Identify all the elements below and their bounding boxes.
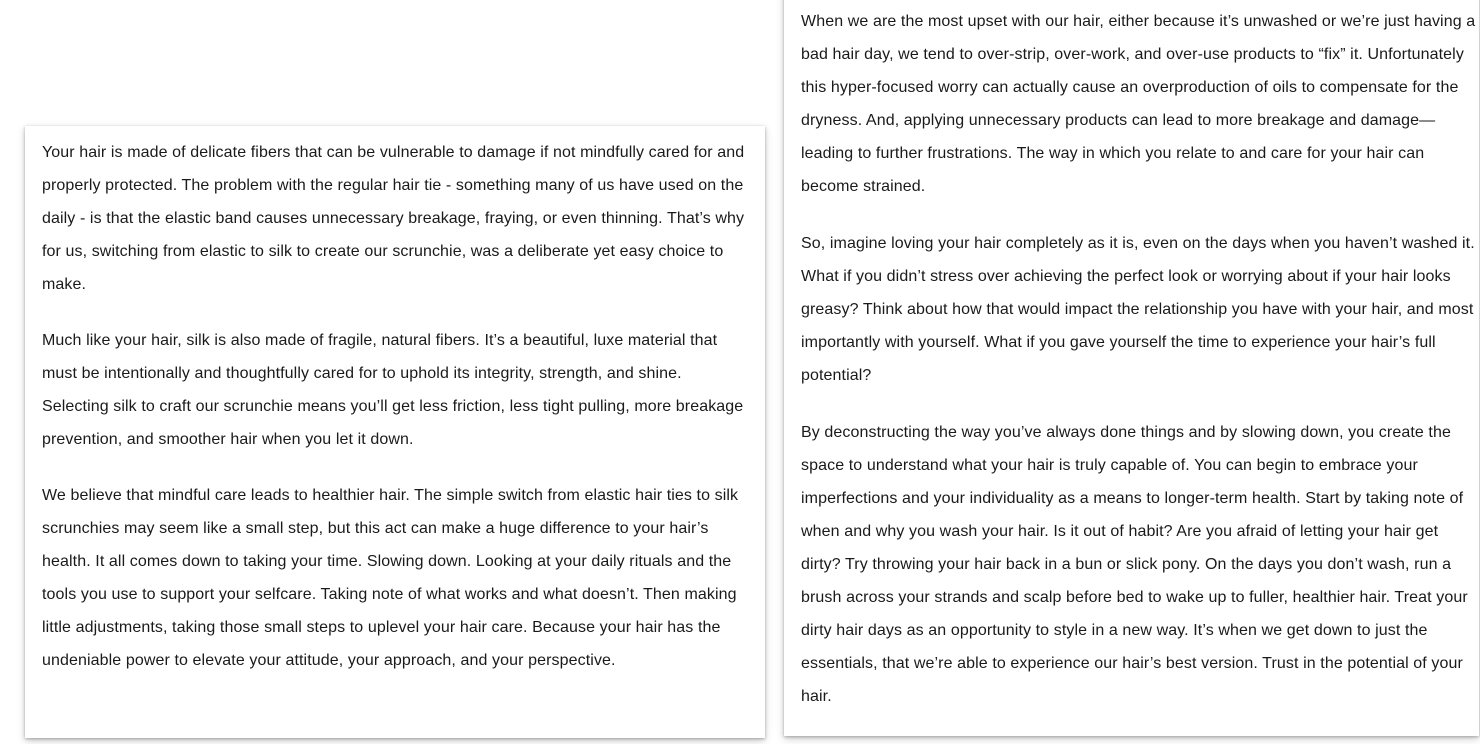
left-paragraph-2: Much like your hair, silk is also made of fragile, natural fibers. It’s a beautiful, luxe material that must be intentionally and thoughtfully cared for to uphold its integrity, strength, and shine. Selecting silk to craft our scrunchie means you’ll get less friction, less tight pulling, more breakage prevention, and smoother hair when you let it down.	[42, 332, 744, 448]
left-text-card	[25, 126, 765, 738]
right-paragraph-3: By deconstructing the way you’ve always done things and by slowing down, you create the space to understand what your hair is truly capable of. You can begin to embrace your imperfections and your individuality as a means to longer-term health. Start by taking note of when and why you wash your hair. Is it out of habit? Are you afraid of letting your hair get dirty? Try throwing your hair back in a bun or slick pony. On the days you don’t wash, run a brush across your strands and scalp before bed to wake up to fuller, healthier hair. Treat your dirty hair days as an opportunity to style in a new way. It’s when we get down to just the essentials, that we’re able to experience our hair’s best version. Trust in the potential of your hair.	[801, 424, 1468, 705]
left-paragraph-1: Your hair is made of delicate fibers that can be vulnerable to damage if not mindfully cared for and properly protected. The problem with the regular hair tie - something many of us have used on the daily - is that the elastic band causes unnecessary breakage, fraying, or even thinning. That’s why for us, switching from elastic to silk to create our scrunchie, was a deliberate yet easy choice to make.	[42, 144, 745, 293]
right-text-card	[784, 0, 1479, 736]
left-paragraph-3: We believe that mindful care leads to healthier hair. The simple switch from elastic hair ties to silk scrunchies may seem like a small step, but this act can make a huge difference to your hair’s health. It all comes down to taking your time. Slowing down. Looking at your daily rituals and the tools you use to support your selfcare. Taking note of what works and what doesn’t. Then making little adjustments, taking those small steps to uplevel your hair care. Because your hair has the undeniable power to elevate your attitude, your approach, and your perspective.	[42, 487, 739, 669]
right-paragraph-2: So, imagine loving your hair completely as it is, even on the days when you haven’t washed it. What if you didn’t stress over achieving the perfect look or worrying about if your hair looks greasy? Think about how that would impact the relationship you have with your hair, and most importantly with yourself. What if you gave yourself the time to experience your hair’s full potential?	[801, 235, 1475, 384]
right-paragraph-1: When we are the most upset with our hair, either because it’s unwashed or we’re just having a bad hair day, we tend to over-strip, over-work, and over-use products to “fix” it. Unfortunately this hyper-focused worry can actually cause an overproduction of oils to compensate for the dryness. And, applying unnecessary products can lead to more breakage and damage—leading to further frustrations. The way in which you relate to and care for your hair can become strained.	[801, 13, 1476, 195]
